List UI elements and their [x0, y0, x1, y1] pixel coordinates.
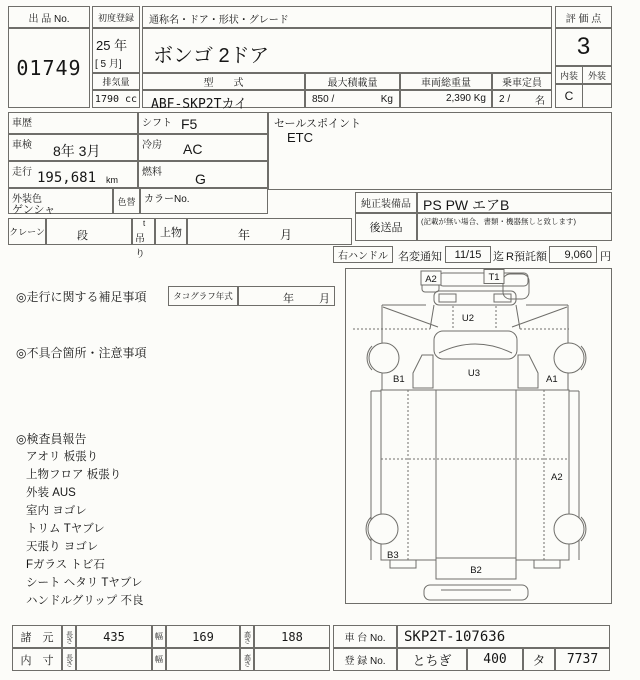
- crane-lift-label: 吊り: [135, 234, 145, 260]
- diagram-label-b1: B1: [393, 374, 405, 385]
- auction-no-label: 出 品 No.: [28, 13, 70, 25]
- gross-weight-value: 2,390 Kg: [445, 93, 486, 104]
- diagram-label-t1: T1: [488, 272, 500, 283]
- height-tag-cell-2: [240, 648, 254, 671]
- inner-width-cell: [166, 648, 240, 671]
- mileage-note-heading: ◎走行に関する補足事項: [16, 290, 147, 304]
- tacho-year-label: 年: [283, 293, 294, 305]
- first-reg-label: 初度登録: [97, 12, 134, 23]
- reg-class-cell: [467, 648, 523, 671]
- shift-value: F5: [181, 116, 198, 132]
- fuel-label: 燃料: [142, 167, 162, 178]
- inspector-item: シート ヘタリ Tヤブレ: [26, 577, 143, 589]
- name-change-date: 11/15: [454, 248, 482, 261]
- diagram-label-a1: A1: [546, 374, 558, 385]
- body-year-label: 年: [238, 228, 251, 242]
- reg-kana-cell: [523, 648, 555, 671]
- later-note: (記載が無い場合、書類・機器無しと致します): [421, 217, 576, 226]
- score-label: 評 価 点: [565, 13, 602, 25]
- width-value-cell: [166, 625, 240, 648]
- mileage-label: 走行: [12, 167, 32, 178]
- first-reg-cell: [92, 28, 140, 73]
- wiper-right: [494, 294, 511, 302]
- inspector-item: ハンドルグリップ 不良: [26, 595, 144, 607]
- diagram-label-b3: B3: [387, 550, 399, 561]
- cab-roof: [434, 331, 517, 359]
- width-tag: 幅: [155, 632, 163, 641]
- history-cell: [8, 112, 138, 134]
- yen-label: 円: [600, 251, 611, 263]
- height-value: 188: [281, 629, 303, 644]
- inspector-item: トリム Tヤブレ: [26, 523, 105, 535]
- chassis-label-cell: [333, 625, 397, 648]
- sales-point-box: [268, 112, 612, 190]
- width-tag: 幅: [155, 655, 163, 664]
- chassis-label: 車 台 No.: [344, 633, 386, 644]
- vehicle-name-value: ボンゴ 2ドア: [153, 45, 270, 67]
- fuel-value: G: [195, 171, 206, 187]
- interior-grade: C: [564, 89, 574, 103]
- wheel-rear-left: [368, 514, 398, 544]
- chassis-value-cell: [397, 625, 610, 648]
- door-panel-right: [518, 355, 538, 388]
- body-label: 上物: [160, 226, 182, 239]
- body-value-cell: [187, 218, 352, 245]
- history-label: 車歴: [12, 118, 32, 129]
- until-label: 迄: [493, 251, 504, 263]
- width-tag-cell: [152, 625, 166, 648]
- reg-number-cell: [555, 648, 610, 671]
- first-reg-month: [ 5 月]: [95, 59, 122, 70]
- vehicle-name-cell: [142, 28, 552, 73]
- capacity-unit: 名: [535, 95, 545, 107]
- shift-cell: [138, 112, 268, 134]
- auction-no-header: [8, 6, 90, 28]
- inspector-item: アオリ 板張り: [26, 451, 99, 463]
- score-header: [555, 6, 612, 28]
- inner-length-cell: [76, 648, 152, 671]
- max-load-cell: [305, 90, 400, 108]
- auction-no-cell: [8, 28, 90, 108]
- rear-bumper: [424, 585, 528, 600]
- sales-point-label: セールスポイント: [274, 118, 362, 130]
- crane-cell: [8, 218, 46, 245]
- inspection-cell: [8, 134, 138, 161]
- max-load-header: [305, 73, 400, 90]
- spec-label: 諸 元: [20, 631, 54, 644]
- inspector-item: 天張り ヨゴレ: [26, 541, 99, 553]
- wheel-rear-right: [554, 514, 584, 544]
- name-change-label: 名変通知: [398, 251, 442, 263]
- diagram-label-a2-side: A2: [551, 472, 563, 483]
- model-header: [142, 73, 305, 90]
- cooling-value: AC: [183, 141, 203, 157]
- auction-no-value: 01749: [16, 56, 82, 80]
- color-no-cell: [140, 188, 268, 214]
- reg-label-cell: [333, 648, 397, 671]
- defects-heading: ◎不具合箇所・注意事項: [16, 346, 147, 360]
- color-no-label: カラーNo.: [144, 194, 190, 205]
- length-tag-cell-2: [62, 648, 76, 671]
- windshield: [434, 291, 516, 305]
- length-value: 435: [103, 629, 125, 644]
- inspector-heading: ◎検査員報告: [16, 432, 87, 446]
- vehicle-name-label: 通称名・ドア・形状・グレード: [149, 15, 289, 26]
- exterior-label: 外装: [587, 70, 606, 81]
- length-tag: 長さ: [65, 630, 73, 643]
- displacement-label: 排気量: [102, 77, 130, 87]
- ext-color-label: 外装色: [12, 194, 42, 205]
- rear-foot-left: [390, 560, 416, 568]
- reg-label: 登 録 No.: [344, 656, 386, 667]
- height-tag-cell: [240, 625, 254, 648]
- inspector-item: 外装 AUS: [26, 487, 76, 499]
- reg-area-cell: [397, 648, 467, 671]
- inspector-item: 上物フロア 板張り: [26, 469, 122, 481]
- ext-color-cell: [8, 188, 113, 214]
- mileage-cell: [8, 161, 138, 188]
- deposit-label: R預託額: [506, 251, 547, 263]
- name-change-date-box: [445, 246, 491, 263]
- displacement-value: 1790 cc: [94, 93, 138, 105]
- cooling-label: 冷房: [142, 140, 162, 151]
- reg-area: とちぎ: [412, 653, 452, 668]
- handle-box: [333, 246, 393, 263]
- pillar-dotted: [453, 306, 496, 329]
- crane-stage-cell: [46, 218, 132, 245]
- diagram-label-b2: B2: [470, 565, 482, 576]
- later-note-cell: [417, 213, 612, 241]
- door-panel-left: [413, 355, 433, 388]
- oem-value-cell: [417, 192, 612, 213]
- crane-label: クレーン: [9, 227, 45, 237]
- width-value: 169: [192, 629, 214, 644]
- height-tag: 高さ: [243, 630, 251, 643]
- oem-value: PS PW エアB: [423, 197, 510, 213]
- later-label: 後送品: [369, 222, 403, 234]
- shift-label: シフト: [142, 118, 172, 129]
- crane-stage-label: 段: [77, 230, 88, 242]
- mileage-unit: km: [106, 175, 118, 185]
- pillar-lines: [430, 305, 520, 329]
- oem-label-cell: [355, 192, 417, 213]
- max-load-unit: Kg: [380, 93, 393, 105]
- reg-class: 400: [483, 652, 507, 667]
- height-value-cell: [254, 625, 330, 648]
- deposit-value: 9,060: [564, 249, 592, 261]
- mileage-value: 195,681: [37, 170, 97, 186]
- color-change-label: 色替: [117, 196, 136, 207]
- gross-weight-cell: [400, 90, 492, 108]
- exterior-grade-cell: [582, 84, 612, 108]
- score-value: 3: [576, 33, 591, 60]
- width-tag-cell-2: [152, 648, 166, 671]
- score-cell: [555, 28, 612, 66]
- sales-point-value: ETC: [287, 130, 313, 145]
- interior-grade-cell: [555, 84, 583, 108]
- tacho-value-cell: [238, 286, 335, 306]
- vehicle-name-header: [142, 6, 552, 28]
- inner-height-cell: [254, 648, 330, 671]
- capacity-label: 乗車定員: [502, 78, 542, 89]
- crane-lift-t: t: [143, 219, 146, 228]
- later-label-cell: [355, 213, 417, 241]
- gross-weight-header: [400, 73, 492, 90]
- tacho-label-cell: [168, 286, 238, 306]
- handle-label: 右ハンドル: [338, 251, 388, 262]
- height-tag: 高さ: [243, 653, 251, 666]
- body-month-label: 月: [280, 228, 293, 242]
- length-value-cell: [76, 625, 152, 648]
- first-reg-year: 25 年: [96, 38, 128, 53]
- displacement-cell: [92, 90, 140, 108]
- exterior-header: [582, 66, 612, 84]
- length-tag-cell: [62, 625, 76, 648]
- inspection-value: 8年 3月: [53, 143, 101, 159]
- side-rails: [371, 391, 579, 560]
- color-change-cell: [113, 188, 140, 214]
- deposit-box: [549, 246, 597, 263]
- model-cell: [142, 90, 305, 112]
- capacity-cell: [492, 90, 552, 108]
- tacho-month-label: 月: [319, 293, 330, 305]
- tacho-label: タコグラフ年式: [173, 291, 233, 301]
- gross-weight-label: 車両総重量: [421, 78, 471, 89]
- model-value: ABF-SKP2Tカイ: [151, 97, 248, 112]
- crane-lift-cell: [132, 218, 155, 260]
- vehicle-diagram-box: [345, 268, 612, 604]
- wheel-front-right: [554, 343, 584, 373]
- length-tag: 長さ: [65, 653, 73, 666]
- reg-kana: タ: [532, 653, 546, 668]
- bed-inner-lines: [436, 390, 516, 560]
- spec-label-cell: [12, 625, 62, 648]
- diagram-label-a2-top: A2: [425, 274, 437, 285]
- model-label: 型 式: [203, 78, 244, 89]
- capacity-header: [492, 73, 552, 90]
- first-reg-header: [92, 6, 140, 28]
- interior-label: 内装: [559, 70, 578, 81]
- cab-roof-curve: [439, 344, 512, 353]
- bed-dotted-verticals: [408, 390, 544, 560]
- diagram-label-u2: U2: [461, 313, 475, 324]
- oem-label: 純正装備品: [361, 199, 411, 210]
- inspection-label: 車検: [12, 140, 32, 151]
- diagram-label-u3: U3: [467, 368, 481, 379]
- max-load-label: 最大積載量: [327, 78, 378, 89]
- inner-label-cell: [12, 648, 62, 671]
- bed-outline: [381, 390, 569, 560]
- a-pillar-diagonals: [383, 307, 567, 327]
- interior-header: [555, 66, 583, 84]
- chassis-number: SKP2T-107636: [404, 629, 506, 645]
- rear-foot-right: [534, 560, 560, 568]
- wiper-left: [439, 294, 456, 302]
- body-label-cell: [155, 218, 187, 245]
- fuel-cell: [138, 161, 268, 188]
- inner-label: 内 寸: [20, 654, 54, 667]
- capacity-value: 2 /: [499, 93, 511, 105]
- inspector-item: Fガラス トビ石: [26, 559, 105, 571]
- displacement-header: [92, 73, 140, 90]
- vehicle-diagram: [346, 269, 611, 603]
- max-load-value: 850 /: [312, 93, 335, 105]
- cooling-cell: [138, 134, 268, 161]
- wheel-front-left: [369, 343, 399, 373]
- ext-color-value: ゲンシャ: [12, 204, 56, 216]
- reg-number: 7737: [566, 652, 599, 667]
- inspector-item: 室内 ヨゴレ: [26, 505, 87, 517]
